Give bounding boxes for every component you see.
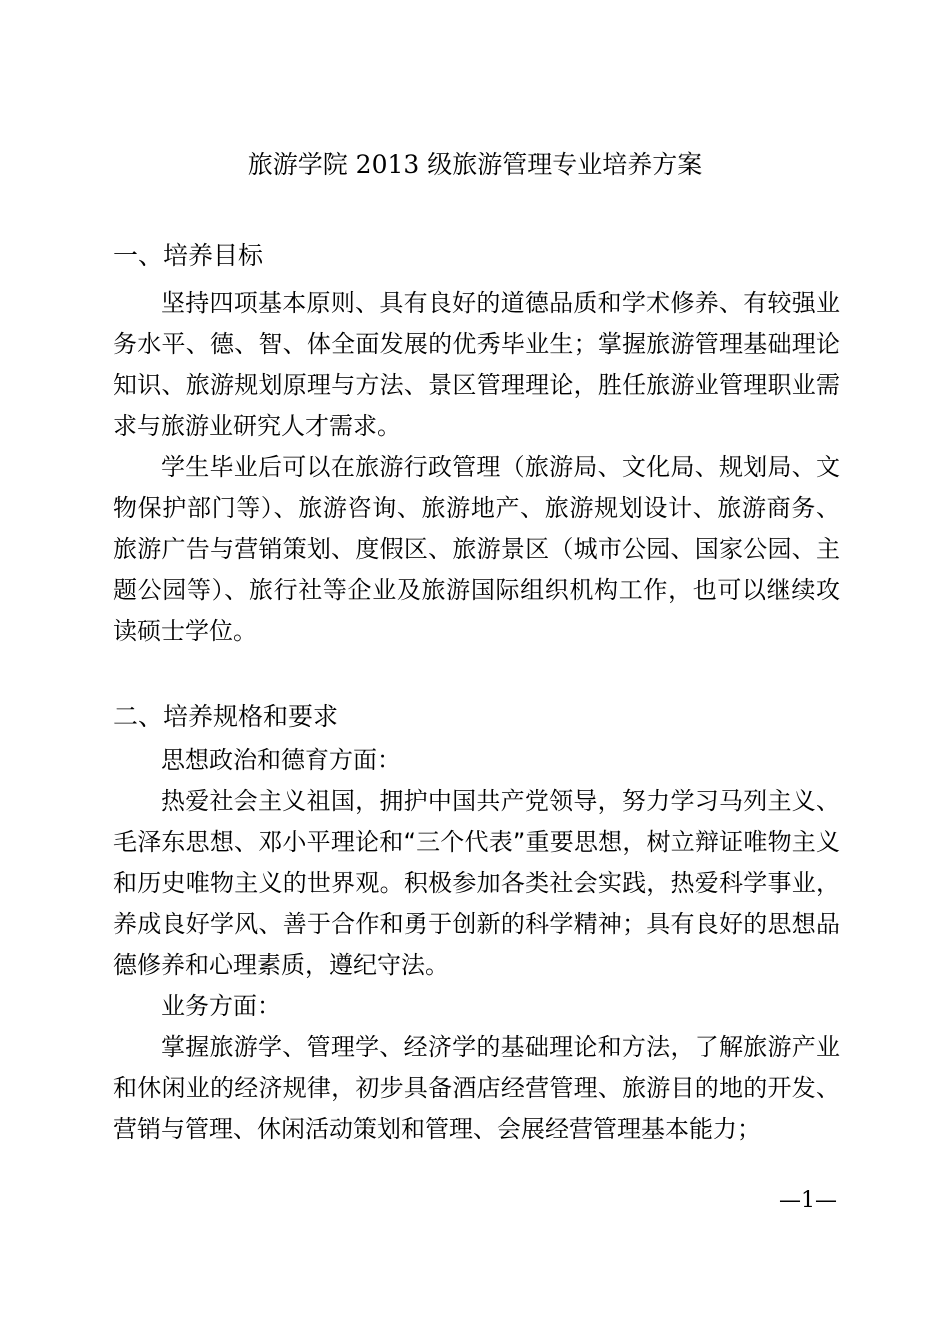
section-heading-specs-requirements: 二、培养规格和要求 xyxy=(113,702,339,731)
page-number: —1— xyxy=(779,1188,837,1213)
paragraph-moral-education: 热爱社会主义祖国，拥护中国共产党领导，努力学习马列主义、毛泽东思想、邓小平理论和“三个代表”重要思想，树立辩证唯物主义和历史唯物主义的世界观。积极参加各类社会实践，热爱科学事业，养成良好学风、善于合作和勇于创新的科学精神；具有良好的思想品德修养和心理素质，遵纪守法。 xyxy=(113,787,840,979)
paragraph-business: 掌握旅游学、管理学、经济学的基础理论和方法，了解旅游产业和休闲业的经济规律，初步具备酒店经营管理、旅游目的地的开发、营销与管理、休闲活动策划和管理、会展经营管理基本能力； xyxy=(113,1033,840,1143)
paragraph-training-goals-2: 学生毕业后可以在旅游行政管理（旅游局、文化局、规划局、文物保护部门等）、旅游咨询、旅游地产、旅游规划设计、旅游商务、旅游广告与营销策划、度假区、旅游景区（城市公园、国家公园、主题公园等）、旅行社等企业及旅游国际组织机构工作，也可以继续攻读硕士学位。 xyxy=(113,453,840,645)
paragraph-training-goals-1: 坚持四项基本原则、具有良好的道德品质和学术修养、有较强业务水平、德、智、体全面发展的优秀毕业生；掌握旅游管理基础理论知识、旅游规划原理与方法、景区管理理论，胜任旅游业管理职业需求与旅游业研究人才需求。 xyxy=(113,289,840,440)
subheading-business: 业务方面： xyxy=(161,992,281,1020)
subheading-moral-education: 思想政治和德育方面： xyxy=(161,746,401,774)
section-heading-training-goals: 一、培养目标 xyxy=(113,241,264,270)
document-title: 旅游学院 2013 级旅游管理专业培养方案 xyxy=(247,150,703,179)
